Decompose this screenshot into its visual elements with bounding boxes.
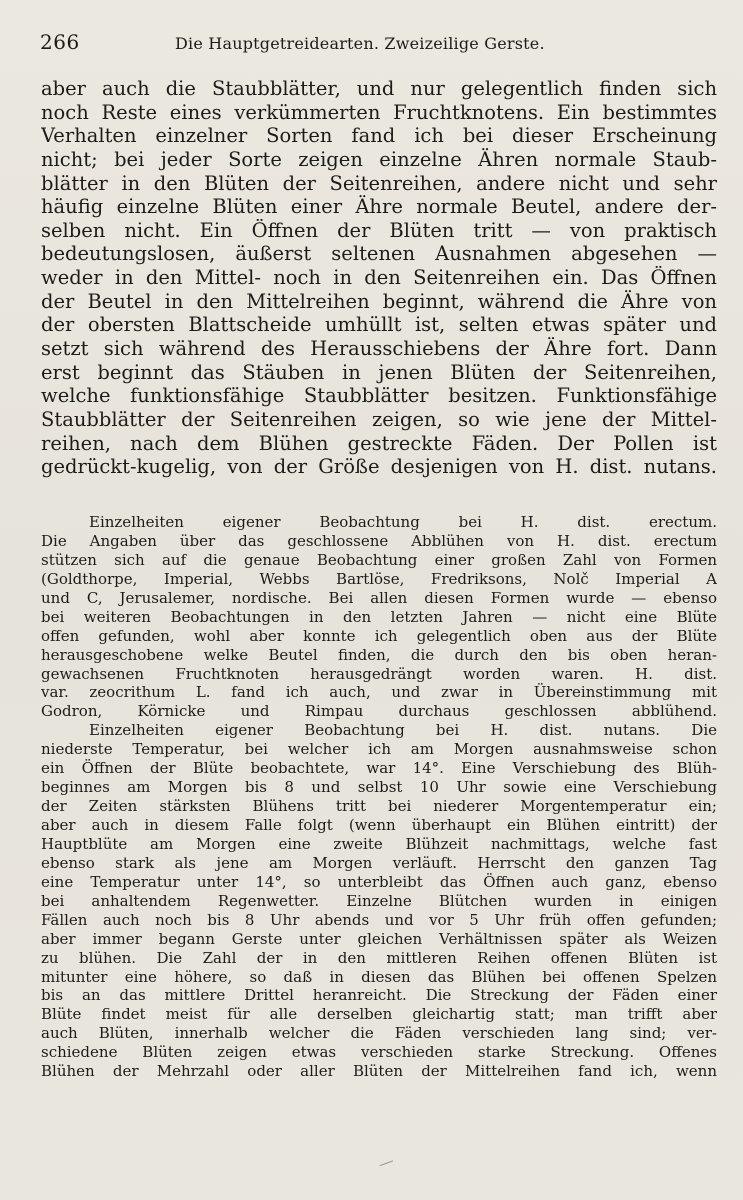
- text-line: Godron, Körnicke und Rimpau durchaus geschlossen abblühend.: [41, 702, 717, 721]
- text-line: bei weiteren Beobachtungen in den letzten Jahren — nicht eine Blüte: [41, 607, 717, 626]
- text-line: und C, Jerusalemer, nordische. Bei allen diesen Formen wurde — ebenso: [41, 588, 717, 607]
- text-line: aber immer begann Gerste unter gleichen Verhältnissen später als Weizen: [41, 929, 717, 948]
- main-paragraph: [41, 77, 717, 479]
- text-line: bedeutungslosen, äußerst seltenen Ausnahmen abgesehen —: [41, 242, 717, 266]
- text-line: Fällen auch noch bis 8 Uhr abends und vor 5 Uhr früh offen gefunden;: [41, 910, 717, 929]
- text-line: Die Angaben über das geschlossene Abblühen von H. dist. erectum: [41, 531, 717, 550]
- small-print-section: [41, 513, 717, 1081]
- text-line: erst beginnt das Stäuben in jenen Blüten der Seitenreihen,: [41, 360, 717, 384]
- text-line: niederste Temperatur, bei welcher ich am Morgen ausnahmsweise schon: [41, 740, 717, 759]
- text-line: beginnes am Morgen bis 8 und selbst 10 Uhr sowie eine Verschiebung: [41, 778, 717, 797]
- text-line: gewachsenen Fruchtknoten herausgedrängt worden waren. H. dist.: [41, 664, 717, 683]
- text-line: weder in den Mittel- noch in den Seitenreihen ein. Das Öffnen: [41, 266, 717, 290]
- text-line: noch Reste eines verkümmerten Fruchtknotens. Ein bestimmtes: [41, 100, 717, 124]
- page-number: 266: [40, 30, 80, 54]
- text-line: der Zeiten stärksten Blühens tritt bei niederer Morgentemperatur ein;: [41, 797, 717, 816]
- text-line: var. zeocrithum L. fand ich auch, und zwar in Übereinstimmung mit: [41, 683, 717, 702]
- text-line: bei anhaltendem Regenwetter. Einzelne Blütchen wurden in einigen: [41, 891, 717, 910]
- text-line: Staubblätter der Seitenreihen zeigen, so wie jene der Mittel-: [41, 407, 717, 431]
- text-line: stützen sich auf die genaue Beobachtung einer großen Zahl von Formen: [41, 550, 717, 569]
- text-line: ebenso stark als jene am Morgen verläuft. Herrscht den ganzen Tag: [41, 853, 717, 872]
- text-line: welche funktionsfähige Staubblätter besitzen. Funktionsfähige: [41, 384, 717, 408]
- text-line: mitunter eine höhere, so daß in diesen das Blühen bei offenen Spelzen: [41, 967, 717, 986]
- text-line: Blüte findet meist für alle derselben gleichartig statt; man trifft aber: [41, 1005, 717, 1024]
- text-line: reihen, nach dem Blühen gestreckte Fäden. Der Pollen ist: [41, 431, 717, 455]
- text-line: Verhalten einzelner Sorten fand ich bei dieser Erscheinung: [41, 124, 717, 148]
- text-line: zu blühen. Die Zahl der in den mittleren Reihen offenen Blüten ist: [41, 948, 717, 967]
- text-line: Blühen der Mehrzahl oder aller Blüten der Mittelreihen fand ich, wenn: [41, 1062, 717, 1081]
- page-header: [40, 30, 715, 58]
- text-line: häufig einzelne Blüten einer Ähre normale Beutel, andere der-: [41, 195, 717, 219]
- print-smudge: [377, 1153, 393, 1166]
- text-line: selben nicht. Ein Öffnen der Blüten tritt — von praktisch: [41, 218, 717, 242]
- running-title: Die Hauptgetreidearten. Zweizeilige Gerste.: [175, 34, 545, 53]
- text-line: (Goldthorpe, Imperial, Webbs Bartlöse, Fredriksons, Nolč Imperial A: [41, 569, 717, 588]
- text-line: gedrückt-kugelig, von der Größe desjenigen von H. dist. nutans.: [41, 455, 717, 479]
- text-line: Hauptblüte am Morgen eine zweite Blühzeit nachmittags, welche fast: [41, 834, 717, 853]
- text-line: der obersten Blattscheide umhüllt ist, selten etwas später und: [41, 313, 717, 337]
- section-heading-erectum: Einzelheiten eigener Beobachtung bei H. dist. erectum.: [89, 513, 717, 531]
- text-line: schiedene Blüten zeigen etwas verschieden starke Streckung. Offenes: [41, 1043, 717, 1062]
- text-line: aber auch die Staubblätter, und nur gelegentlich finden sich: [41, 77, 717, 100]
- text-line: auch Blüten, innerhalb welcher die Fäden verschieden lang sind; ver-: [41, 1024, 717, 1043]
- text-line: aber auch in diesem Falle folgt (wenn überhaupt ein Blühen eintritt) der: [41, 816, 717, 834]
- text-line: offen gefunden, wohl aber konnte ich gelegentlich oben aus der Blüte: [41, 626, 717, 645]
- text-line: eine Temperatur unter 14°, so unterbleibt das Öffnen auch ganz, ebenso: [41, 872, 717, 891]
- text-line: nicht; bei jeder Sorte zeigen einzelne Ähren normale Staub-: [41, 147, 717, 171]
- section-heading-nutans: Einzelheiten eigener Beobachtung bei H. dist. nutans. Die: [89, 721, 717, 740]
- text-line: bis an das mittlere Drittel heranreicht. Die Streckung der Fäden einer: [41, 986, 717, 1005]
- text-line: blätter in den Blüten der Seitenreihen, andere nicht und sehr: [41, 171, 717, 195]
- text-line: setzt sich während des Herausschiebens der Ähre fort. Dann: [41, 337, 717, 361]
- text-line: ein Öffnen der Blüte beobachtete, war 14°. Eine Verschiebung des Blüh-: [41, 759, 717, 778]
- text-line: der Beutel in den Mittelreihen beginnt, während die Ähre von: [41, 289, 717, 313]
- text-line: herausgeschobene welke Beutel finden, die durch den bis oben heran-: [41, 645, 717, 664]
